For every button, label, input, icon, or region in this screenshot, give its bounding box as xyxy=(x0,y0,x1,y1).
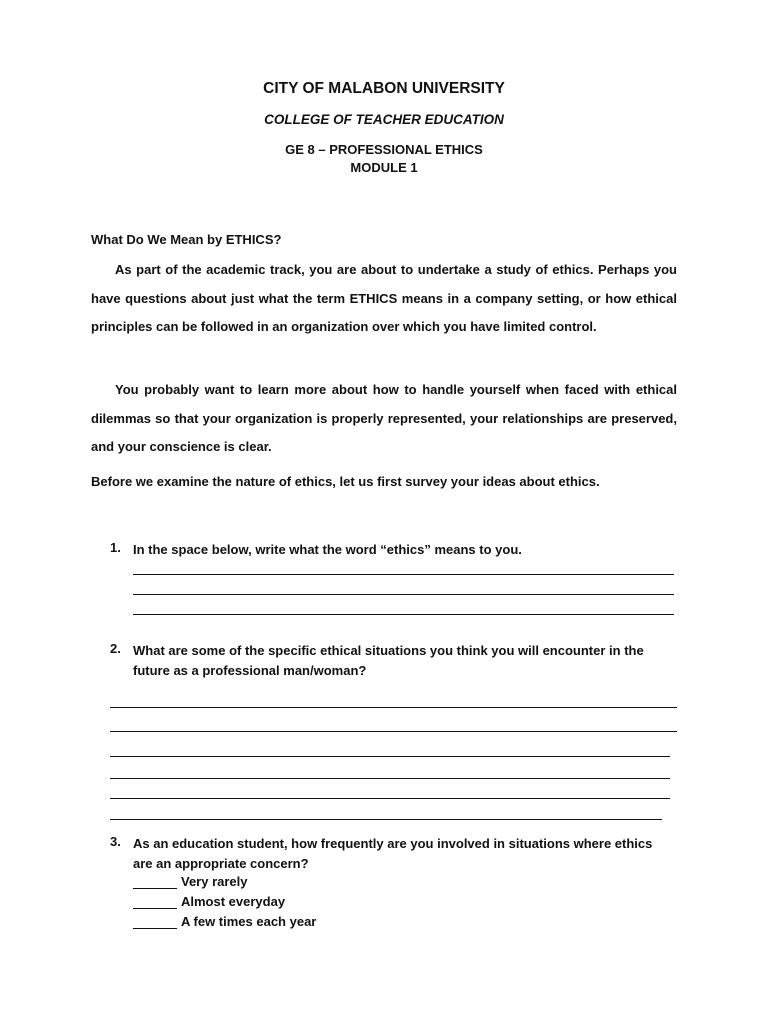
course-title: GE 8 – PROFESSIONAL ETHICS xyxy=(285,142,483,157)
answer-line[interactable] xyxy=(133,574,674,575)
question-1-text: In the space below, write what the word “ethics” means to you. xyxy=(133,542,522,557)
university-title: CITY OF MALABON UNIVERSITY xyxy=(263,80,505,97)
answer-line[interactable] xyxy=(110,798,670,799)
paragraph-3: Before we examine the nature of ethics, let us first survey your ideas about ethics. xyxy=(91,474,600,489)
option-label: A few times each year xyxy=(181,914,317,929)
question-3-text: As an education student, how frequently are you involved in situations where ethics are an appropriate concern? xyxy=(133,836,653,871)
option-label: Very rarely xyxy=(181,874,248,889)
answer-line[interactable] xyxy=(110,778,670,779)
answer-line[interactable] xyxy=(110,731,677,732)
paragraph-2-text: You probably want to learn more about how to handle yourself when faced with ethical dilemmas so that your organization is properly represented, your relationships are preserved, and your conscience is clear. xyxy=(91,382,677,454)
question-1-number: 1. xyxy=(110,540,121,555)
option-label: Almost everyday xyxy=(181,894,286,909)
answer-line[interactable] xyxy=(110,819,662,820)
answer-line[interactable] xyxy=(133,614,674,615)
college-name: COLLEGE OF TEACHER EDUCATION xyxy=(264,112,504,127)
option-blank[interactable] xyxy=(133,915,177,929)
option-blank[interactable] xyxy=(133,895,177,909)
module-label: MODULE 1 xyxy=(350,160,418,175)
answer-line[interactable] xyxy=(110,756,670,757)
paragraph-1 xyxy=(91,256,677,342)
paragraph-2 xyxy=(91,376,677,462)
answer-line[interactable] xyxy=(110,707,677,708)
section-heading: What Do We Mean by ETHICS? xyxy=(91,232,282,247)
option-almost-everyday xyxy=(133,894,285,909)
option-few-times-year xyxy=(133,914,316,929)
option-very-rarely xyxy=(133,874,248,889)
question-3-number: 3. xyxy=(110,834,121,849)
question-2-text: What are some of the specific ethical situations you think you will encounter in the future as a professional man/woman? xyxy=(133,643,644,678)
paragraph-1-text: As part of the academic track, you are about to undertake a study of ethics. Perhaps you have questions about just what the term ETHICS means in a company setting, or how ethical principles can be followed in an organization over which you have limited control. xyxy=(91,262,677,334)
question-2-number: 2. xyxy=(110,641,121,656)
option-blank[interactable] xyxy=(133,875,177,889)
answer-line[interactable] xyxy=(133,594,674,595)
